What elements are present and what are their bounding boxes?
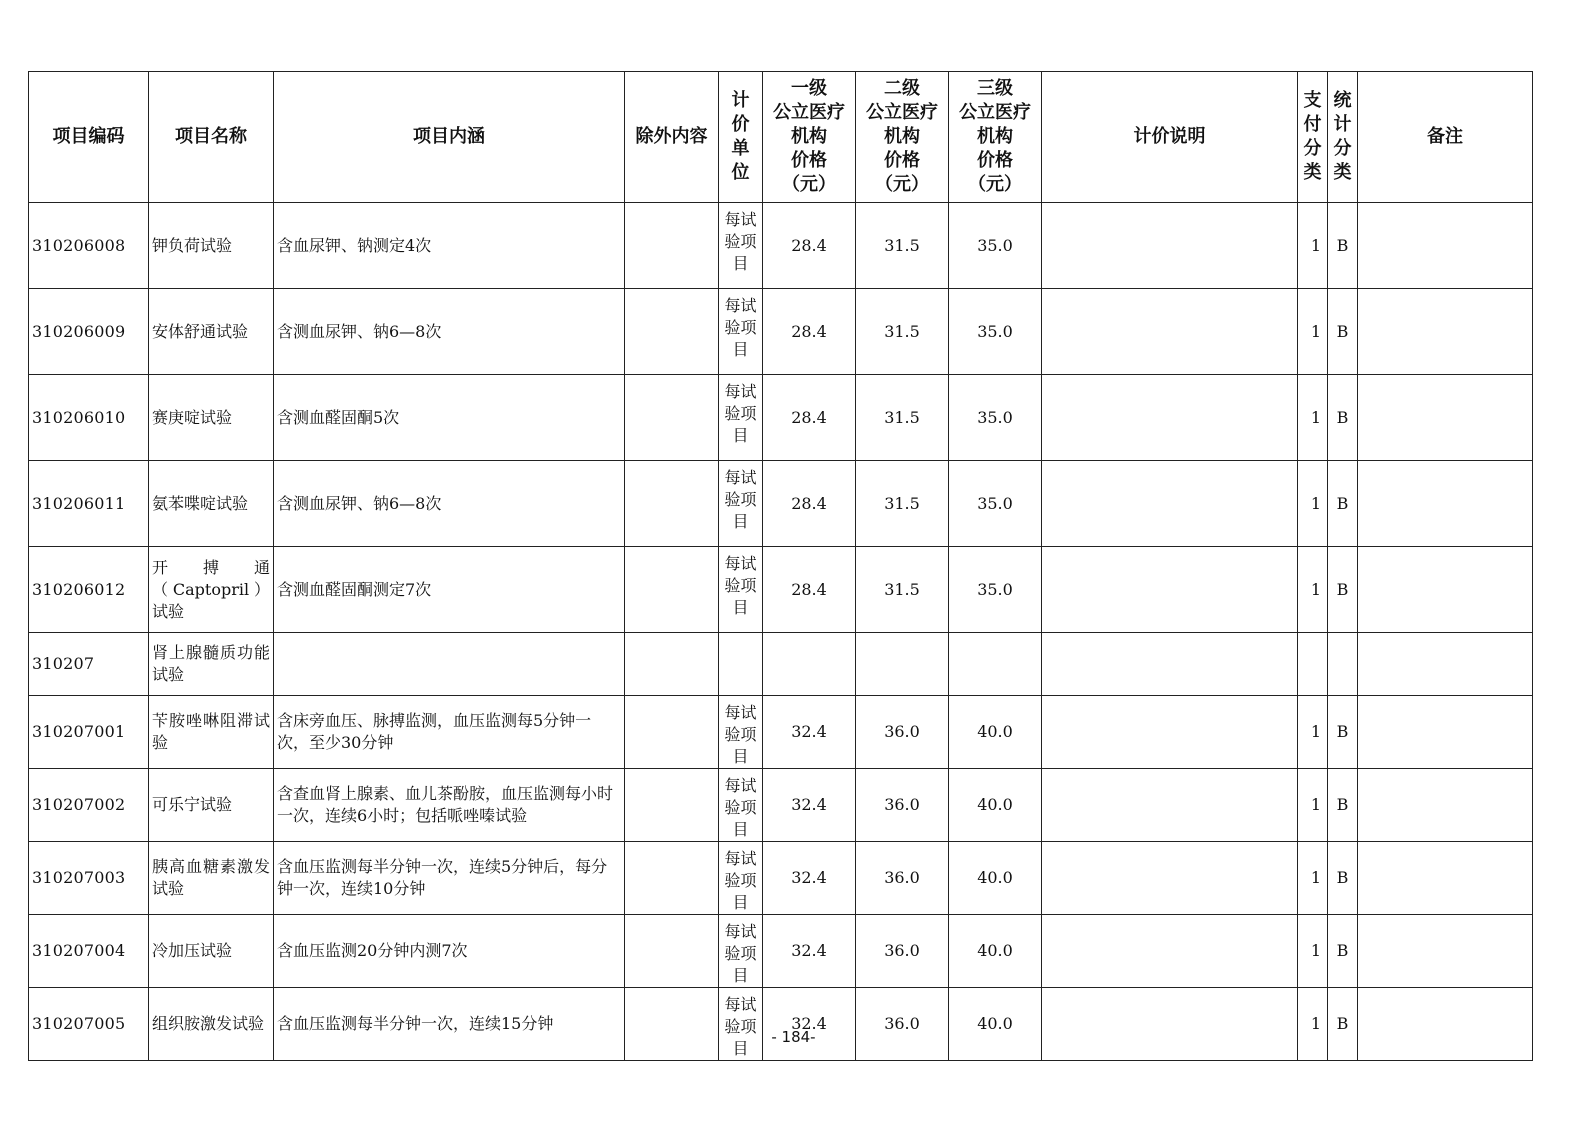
cell-price-level3: 35.0 bbox=[949, 289, 1042, 375]
cell-pay-category: 1 bbox=[1298, 988, 1328, 1061]
cell-price-level1: 32.4 bbox=[763, 769, 856, 842]
cell-excluded bbox=[625, 842, 719, 915]
cell-price-level1: 28.4 bbox=[763, 461, 856, 547]
cell-pay-category: 1 bbox=[1298, 203, 1328, 289]
cell-price-level2: 31.5 bbox=[856, 203, 949, 289]
cell-pay-category bbox=[1298, 633, 1328, 696]
cell-excluded bbox=[625, 769, 719, 842]
cell-unit bbox=[719, 203, 763, 289]
cell-price-level3: 40.0 bbox=[949, 988, 1042, 1061]
table-row bbox=[29, 915, 1533, 988]
cell-remark bbox=[1358, 375, 1533, 461]
cell-excluded bbox=[625, 289, 719, 375]
cell-stat-category: B bbox=[1328, 696, 1358, 769]
cell-name: 胰高血糖素激发试验 bbox=[149, 842, 274, 915]
cell-excluded bbox=[625, 375, 719, 461]
header-price-level1-text: 一级 公立医疗 机构 价格 （元） bbox=[773, 78, 845, 195]
table-row bbox=[29, 842, 1533, 915]
cell-unit bbox=[719, 289, 763, 375]
cell-remark bbox=[1358, 988, 1533, 1061]
cell-price-level1: 28.4 bbox=[763, 203, 856, 289]
cell-stat-category: B bbox=[1328, 289, 1358, 375]
cell-remark bbox=[1358, 289, 1533, 375]
cell-price-level2: 36.0 bbox=[856, 842, 949, 915]
cell-stat-category: B bbox=[1328, 915, 1358, 988]
cell-stat-category bbox=[1328, 633, 1358, 696]
cell-unit bbox=[719, 842, 763, 915]
cell-name: 冷加压试验 bbox=[149, 915, 274, 988]
cell-price-level2: 31.5 bbox=[856, 375, 949, 461]
cell-price-level1: 32.4 bbox=[763, 988, 856, 1061]
cell-name: 可乐宁试验 bbox=[149, 769, 274, 842]
header-content: 项目内涵 bbox=[274, 72, 625, 203]
cell-code: 310206012 bbox=[29, 547, 149, 633]
cell-remark bbox=[1358, 696, 1533, 769]
cell-price-level3: 40.0 bbox=[949, 842, 1042, 915]
cell-name: 开搏通（Captopril）试验 bbox=[149, 547, 274, 633]
cell-code: 310206008 bbox=[29, 203, 149, 289]
cell-content bbox=[274, 633, 625, 696]
header-price-level3-text: 三级 公立医疗 机构 价格 （元） bbox=[959, 78, 1031, 195]
cell-pricing-note bbox=[1042, 915, 1298, 988]
cell-pay-category: 1 bbox=[1298, 915, 1328, 988]
cell-name: 肾上腺髓质功能试验 bbox=[149, 633, 274, 696]
cell-code: 310207004 bbox=[29, 915, 149, 988]
cell-price-level1: 28.4 bbox=[763, 289, 856, 375]
cell-pay-category: 1 bbox=[1298, 289, 1328, 375]
cell-price-level3: 35.0 bbox=[949, 547, 1042, 633]
header-pricing-note: 计价说明 bbox=[1042, 72, 1298, 203]
cell-remark bbox=[1358, 915, 1533, 988]
cell-pricing-note bbox=[1042, 461, 1298, 547]
unit-text: 每试验项目 bbox=[724, 296, 757, 359]
cell-name: 苄胺唑啉阻滞试验 bbox=[149, 696, 274, 769]
cell-price-level1: 32.4 bbox=[763, 842, 856, 915]
cell-stat-category: B bbox=[1328, 547, 1358, 633]
cell-pricing-note bbox=[1042, 375, 1298, 461]
unit-text: 每试验项目 bbox=[724, 776, 757, 839]
cell-code: 310206011 bbox=[29, 461, 149, 547]
cell-price-level1 bbox=[763, 633, 856, 696]
table-row bbox=[29, 633, 1533, 696]
cell-content: 含血压监测每半分钟一次，连续15分钟 bbox=[274, 988, 625, 1061]
cell-price-level2: 36.0 bbox=[856, 915, 949, 988]
cell-price-level2: 31.5 bbox=[856, 289, 949, 375]
cell-price-level2 bbox=[856, 633, 949, 696]
cell-code: 310207003 bbox=[29, 842, 149, 915]
cell-price-level3: 40.0 bbox=[949, 915, 1042, 988]
cell-pricing-note bbox=[1042, 547, 1298, 633]
cell-unit bbox=[719, 547, 763, 633]
table-row bbox=[29, 547, 1533, 633]
header-remark: 备注 bbox=[1358, 72, 1533, 203]
cell-pay-category: 1 bbox=[1298, 769, 1328, 842]
cell-excluded bbox=[625, 203, 719, 289]
cell-unit bbox=[719, 461, 763, 547]
table-row bbox=[29, 289, 1533, 375]
cell-pricing-note bbox=[1042, 842, 1298, 915]
cell-unit bbox=[719, 696, 763, 769]
header-excluded: 除外内容 bbox=[625, 72, 719, 203]
header-price-level1 bbox=[763, 72, 856, 203]
table-header-row bbox=[29, 72, 1533, 203]
cell-stat-category: B bbox=[1328, 375, 1358, 461]
header-code: 项目编码 bbox=[29, 72, 149, 203]
cell-pricing-note bbox=[1042, 696, 1298, 769]
cell-excluded bbox=[625, 696, 719, 769]
header-pay-category-text: 支付分类 bbox=[1303, 90, 1322, 183]
table-row bbox=[29, 461, 1533, 547]
unit-text: 每试验项目 bbox=[724, 995, 757, 1058]
cell-excluded bbox=[625, 915, 719, 988]
cell-unit bbox=[719, 375, 763, 461]
cell-price-level1: 28.4 bbox=[763, 547, 856, 633]
cell-remark bbox=[1358, 769, 1533, 842]
cell-price-level3: 35.0 bbox=[949, 203, 1042, 289]
table-row bbox=[29, 696, 1533, 769]
cell-price-level2: 36.0 bbox=[856, 988, 949, 1061]
cell-code: 310206009 bbox=[29, 289, 149, 375]
cell-content: 含测血尿钾、钠6—8次 bbox=[274, 461, 625, 547]
header-name: 项目名称 bbox=[149, 72, 274, 203]
header-unit bbox=[719, 72, 763, 203]
cell-name: 赛庚啶试验 bbox=[149, 375, 274, 461]
cell-code: 310207 bbox=[29, 633, 149, 696]
cell-pay-category: 1 bbox=[1298, 696, 1328, 769]
cell-excluded bbox=[625, 461, 719, 547]
cell-price-level2: 36.0 bbox=[856, 696, 949, 769]
cell-excluded bbox=[625, 633, 719, 696]
cell-price-level1: 32.4 bbox=[763, 915, 856, 988]
cell-remark bbox=[1358, 461, 1533, 547]
cell-pricing-note bbox=[1042, 289, 1298, 375]
cell-content: 含测血醛固酮5次 bbox=[274, 375, 625, 461]
cell-name: 钾负荷试验 bbox=[149, 203, 274, 289]
cell-remark bbox=[1358, 633, 1533, 696]
cell-stat-category: B bbox=[1328, 461, 1358, 547]
cell-pay-category: 1 bbox=[1298, 842, 1328, 915]
cell-code: 310206010 bbox=[29, 375, 149, 461]
cell-remark bbox=[1358, 203, 1533, 289]
cell-name: 组织胺激发试验 bbox=[149, 988, 274, 1061]
header-pay-category bbox=[1298, 72, 1328, 203]
cell-pricing-note bbox=[1042, 769, 1298, 842]
table-row bbox=[29, 375, 1533, 461]
cell-price-level1: 28.4 bbox=[763, 375, 856, 461]
cell-code: 310207001 bbox=[29, 696, 149, 769]
cell-price-level1: 32.4 bbox=[763, 696, 856, 769]
cell-unit bbox=[719, 988, 763, 1061]
cell-price-level2: 36.0 bbox=[856, 769, 949, 842]
cell-price-level2: 31.5 bbox=[856, 461, 949, 547]
cell-excluded bbox=[625, 988, 719, 1061]
unit-text: 每试验项目 bbox=[724, 382, 757, 445]
cell-content: 含测血尿钾、钠6—8次 bbox=[274, 289, 625, 375]
cell-pay-category: 1 bbox=[1298, 375, 1328, 461]
cell-content: 含血压监测20分钟内测7次 bbox=[274, 915, 625, 988]
unit-text: 每试验项目 bbox=[724, 554, 757, 617]
cell-pricing-note bbox=[1042, 633, 1298, 696]
cell-pay-category: 1 bbox=[1298, 461, 1328, 547]
cell-price-level3: 40.0 bbox=[949, 769, 1042, 842]
header-price-level2 bbox=[856, 72, 949, 203]
cell-content: 含查血肾上腺素、血儿茶酚胺，血压监测每小时一次，连续6小时；包括哌唑嗪试验 bbox=[274, 769, 625, 842]
table-row bbox=[29, 988, 1533, 1061]
cell-content: 含测血醛固酮测定7次 bbox=[274, 547, 625, 633]
unit-text: 每试验项目 bbox=[724, 468, 757, 531]
unit-text: 每试验项目 bbox=[724, 703, 757, 766]
cell-price-level3: 40.0 bbox=[949, 696, 1042, 769]
cell-unit bbox=[719, 769, 763, 842]
cell-content: 含床旁血压、脉搏监测，血压监测每5分钟一次，至少30分钟 bbox=[274, 696, 625, 769]
unit-text: 每试验项目 bbox=[724, 210, 757, 273]
cell-price-level3: 35.0 bbox=[949, 461, 1042, 547]
cell-stat-category: B bbox=[1328, 769, 1358, 842]
header-unit-text: 计价单位 bbox=[731, 90, 750, 183]
cell-content: 含血尿钾、钠测定4次 bbox=[274, 203, 625, 289]
cell-price-level3 bbox=[949, 633, 1042, 696]
cell-stat-category: B bbox=[1328, 203, 1358, 289]
cell-stat-category: B bbox=[1328, 842, 1358, 915]
cell-remark bbox=[1358, 842, 1533, 915]
cell-stat-category: B bbox=[1328, 988, 1358, 1061]
cell-unit bbox=[719, 915, 763, 988]
cell-price-level3: 35.0 bbox=[949, 375, 1042, 461]
cell-code: 310207005 bbox=[29, 988, 149, 1061]
table-body bbox=[29, 203, 1533, 1061]
cell-price-level2: 31.5 bbox=[856, 547, 949, 633]
header-stat-category bbox=[1328, 72, 1358, 203]
cell-content: 含血压监测每半分钟一次，连续5分钟后，每分钟一次，连续10分钟 bbox=[274, 842, 625, 915]
cell-pricing-note bbox=[1042, 988, 1298, 1061]
table-row bbox=[29, 203, 1533, 289]
table-row bbox=[29, 769, 1533, 842]
header-price-level3 bbox=[949, 72, 1042, 203]
cell-pricing-note bbox=[1042, 203, 1298, 289]
cell-unit bbox=[719, 633, 763, 696]
cell-name: 安体舒通试验 bbox=[149, 289, 274, 375]
cell-excluded bbox=[625, 547, 719, 633]
unit-text: 每试验项目 bbox=[724, 849, 757, 912]
cell-code: 310207002 bbox=[29, 769, 149, 842]
cell-name: 氨苯喋啶试验 bbox=[149, 461, 274, 547]
price-table bbox=[28, 71, 1533, 1061]
cell-remark bbox=[1358, 547, 1533, 633]
header-price-level2-text: 二级 公立医疗 机构 价格 （元） bbox=[866, 78, 938, 195]
page-number: - 184- bbox=[771, 1028, 816, 1046]
unit-text: 每试验项目 bbox=[724, 922, 757, 985]
header-stat-category-text: 统计分类 bbox=[1333, 90, 1352, 183]
cell-pay-category: 1 bbox=[1298, 547, 1328, 633]
